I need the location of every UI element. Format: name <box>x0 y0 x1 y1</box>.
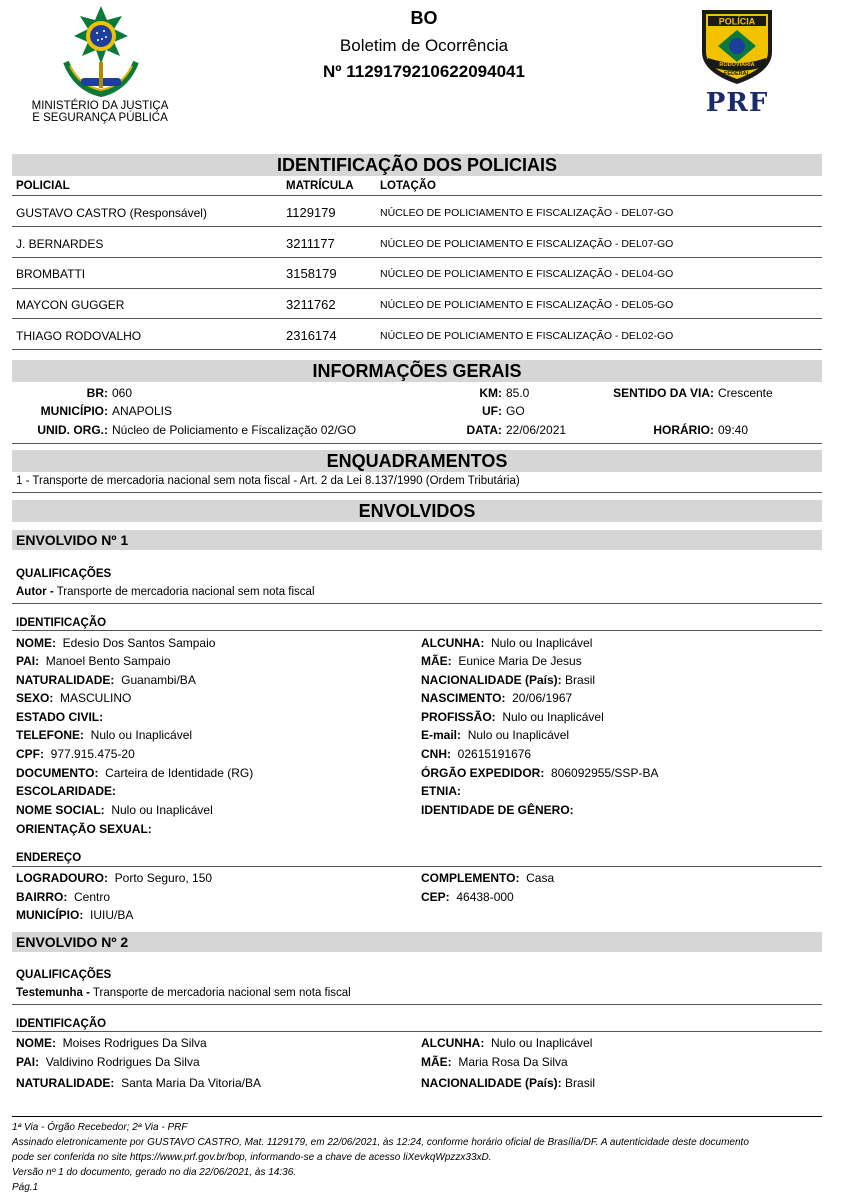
municipio-value: ANAPOLIS <box>112 404 173 418</box>
footer <box>12 1120 824 1195</box>
uf-label: UF: <box>482 404 502 418</box>
field-label: NOME: <box>16 1036 56 1050</box>
field-value: Maria Rosa Da Silva <box>458 1055 568 1069</box>
prf-badge-ribbon-1: RODOVIÁRIA <box>719 62 755 68</box>
field-orientacao-sexual <box>16 822 152 836</box>
envolvido-2-title: ENVOLVIDO Nº 2 <box>12 932 822 952</box>
field-label: LOGRADOURO: <box>16 871 108 885</box>
field-label: ETNIA: <box>421 784 461 798</box>
row-divider <box>12 257 822 258</box>
field-value: Porto Seguro, 150 <box>114 871 213 885</box>
field-label: MÃE: <box>421 1055 452 1069</box>
field-label: BAIRRO: <box>16 890 68 904</box>
field-label: MÃE: <box>421 654 452 668</box>
endereco-rule <box>12 866 822 867</box>
horario-label: HORÁRIO: <box>653 423 714 437</box>
field-label: IDENTIDADE DE GÊNERO: <box>421 803 574 817</box>
field-label: PAI: <box>16 1055 40 1069</box>
ministry-line-2: E SEGURANÇA PÚBLICA <box>32 112 168 124</box>
policial-lotacao: NÚCLEO DE POLICIAMENTO E FISCALIZAÇÃO - DEL07-GO <box>380 238 674 250</box>
horario-value: 09:40 <box>718 423 749 437</box>
field-estado-civil <box>16 710 103 724</box>
field-cep <box>421 890 514 904</box>
field-naturalidade <box>16 673 196 687</box>
uf-value: GO <box>506 404 525 418</box>
field-value: Guanambi/BA <box>121 673 196 687</box>
km-value: 85.0 <box>506 386 530 400</box>
field-cnh <box>421 747 531 761</box>
field-logradouro <box>16 871 212 885</box>
policial-name: THIAGO RODOVALHO <box>16 329 142 343</box>
field-orgao-expedidor <box>421 766 658 780</box>
field-value: 20/06/1967 <box>512 691 573 705</box>
qualificacao-text: Transporte de mercadoria nacional sem nota fiscal <box>56 586 315 598</box>
prf-badge-ribbon-2: FEDERAL <box>724 71 750 77</box>
field-label: NACIONALIDADE (País): <box>421 673 562 687</box>
table-header-rule <box>12 195 822 196</box>
field-label: ESTADO CIVIL: <box>16 710 104 724</box>
field-pai <box>16 1055 200 1069</box>
sentido-value: Crescente <box>718 386 773 400</box>
field-label: ESCOLARIDADE: <box>16 784 117 798</box>
section-envolvidos-title: ENVOLVIDOS <box>12 500 822 522</box>
field-label: COMPLEMENTO: <box>421 871 520 885</box>
field-label: CPF: <box>16 747 44 761</box>
field-label: NATURALIDADE: <box>16 1076 115 1090</box>
field-label: NACIONALIDADE (País): <box>421 1076 562 1090</box>
qualificacoes-rule <box>12 1004 822 1005</box>
field-label: DOCUMENTO: <box>16 766 99 780</box>
prf-badge-logo <box>694 6 780 116</box>
policial-lotacao: NÚCLEO DE POLICIAMENTO E FISCALIZAÇÃO - DEL02-GO <box>380 330 674 342</box>
footer-rule <box>12 1116 822 1117</box>
field-pai <box>16 654 171 668</box>
enquadramento-item: 1 - Transporte de mercadoria nacional sem nota fiscal - Art. 2 da Lei 8.137/1990 (Ordem Tributária) <box>16 475 520 487</box>
footer-vias: 1ª Via - Órgão Recebedor; 2ª Via - PRF <box>12 1122 188 1133</box>
ministry-line-1: MINISTÉRIO DA JUSTIÇA <box>31 100 169 112</box>
field-profissao <box>421 710 604 724</box>
footer-assinatura: Assinado eletronicamente por GUSTAVO CASTRO, Mat. 1129179, em 22/06/2021, às 12:24, conforme horário oficial de Brasília/DF. A autenticidade deste documento <box>12 1137 749 1148</box>
policial-name: MAYCON GUGGER <box>16 298 125 312</box>
field-value: Brasil <box>565 1076 596 1090</box>
field-documento <box>16 766 253 780</box>
field-value: MASCULINO <box>60 691 132 705</box>
policial-matricula: 1129179 <box>286 205 336 220</box>
field-telefone <box>16 728 192 742</box>
col-policial-header: POLICIAL <box>16 180 70 192</box>
field-label: E-mail: <box>421 728 462 742</box>
qualificacoes-heading: QUALIFICAÇÕES <box>16 969 112 981</box>
policial-name: GUSTAVO CASTRO (Responsável) <box>16 206 207 220</box>
col-lotacao-header: LOTAÇÃO <box>380 180 437 192</box>
field-value: Nulo ou Inaplicável <box>502 710 604 724</box>
enquadramentos-divider <box>12 492 822 493</box>
data-value: 22/06/2021 <box>506 423 567 437</box>
field-value: Nulo ou Inaplicável <box>491 636 593 650</box>
field-label: ORIENTAÇÃO SEXUAL: <box>16 822 152 836</box>
identificacao-heading: IDENTIFICAÇÃO <box>16 1018 107 1030</box>
field-nome <box>16 636 215 650</box>
col-matricula-header: MATRÍCULA <box>286 180 354 192</box>
field-label: ALCUNHA: <box>421 1036 485 1050</box>
policial-name: BROMBATTI <box>16 267 86 281</box>
field-label: MUNICÍPIO: <box>16 908 84 922</box>
envolvido-2-qualificacao <box>16 987 351 999</box>
field-label: ÓRGÃO EXPEDIDOR: <box>421 766 545 780</box>
doc-number: Nº 1129179210622094041 <box>323 62 525 81</box>
policial-lotacao: NÚCLEO DE POLICIAMENTO E FISCALIZAÇÃO - DEL04-GO <box>380 268 674 280</box>
field-label: CEP: <box>421 890 450 904</box>
identificacao-heading: IDENTIFICAÇÃO <box>16 617 107 629</box>
field-etnia <box>421 784 461 798</box>
data-label: DATA: <box>466 423 502 437</box>
field-label: NOME SOCIAL: <box>16 803 105 817</box>
field-label: NOME: <box>16 636 56 650</box>
field-complemento <box>421 871 554 885</box>
section-enquadramentos-title: ENQUADRAMENTOS <box>12 450 822 472</box>
field-nacionalidade <box>421 1076 595 1090</box>
field-label: SEXO: <box>16 691 54 705</box>
field-value: Valdivino Rodrigues Da Silva <box>45 1055 200 1069</box>
field-value: 977.915.475-20 <box>50 747 135 761</box>
policial-lotacao: NÚCLEO DE POLICIAMENTO E FISCALIZAÇÃO - DEL05-GO <box>380 299 674 311</box>
field-value: Nulo ou Inaplicável <box>467 728 570 742</box>
ministry-name <box>20 100 180 124</box>
envolvido-1-title: ENVOLVIDO Nº 1 <box>12 530 822 550</box>
field-value: Brasil <box>565 673 596 687</box>
br-label: BR: <box>86 386 108 400</box>
field-municipio <box>16 908 133 922</box>
field-identidade-genero <box>421 803 574 817</box>
identificacao-rule <box>12 630 822 631</box>
unid-value: Núcleo de Policiamento e Fiscalização 02/GO <box>112 423 357 437</box>
field-value: 02615191676 <box>457 747 532 761</box>
policial-name: J. BERNARDES <box>16 237 104 251</box>
qualificacoes-rule <box>12 603 822 604</box>
prf-text: PRF <box>705 88 769 118</box>
qualificacao-text: Transporte de mercadoria nacional sem nota fiscal <box>92 987 351 999</box>
policial-matricula: 3158179 <box>286 266 337 281</box>
row-divider <box>12 349 822 350</box>
sentido-label: SENTIDO DA VIA: <box>613 386 714 400</box>
row-divider <box>12 318 822 319</box>
field-value: 46438-000 <box>456 890 514 904</box>
qualificacao-role: Testemunha - <box>16 987 90 999</box>
field-value: Nulo ou Inaplicável <box>491 1036 593 1050</box>
endereco-heading: ENDEREÇO <box>16 852 82 864</box>
field-value: Santa Maria Da Vitoria/BA <box>121 1076 261 1090</box>
field-label: CNH: <box>421 747 451 761</box>
policial-matricula: 2316174 <box>286 328 337 343</box>
field-naturalidade <box>16 1076 261 1090</box>
field-value: Manoel Bento Sampaio <box>45 654 171 668</box>
field-label: TELEFONE: <box>16 728 84 742</box>
prf-badge-top-text: POLÍCIA <box>718 16 756 27</box>
field-nascimento <box>421 691 572 705</box>
row-divider <box>12 226 822 227</box>
field-sexo <box>16 691 131 705</box>
field-bairro <box>16 890 110 904</box>
field-label: NATURALIDADE: <box>16 673 115 687</box>
field-value: Eunice Maria De Jesus <box>458 654 582 668</box>
field-label: NASCIMENTO: <box>421 691 506 705</box>
field-label: PAI: <box>16 654 40 668</box>
footer-versao: Versão nº 1 do documento, gerado no dia 22/06/2021, às 14:36. <box>12 1167 297 1178</box>
policial-lotacao: NÚCLEO DE POLICIAMENTO E FISCALIZAÇÃO - DEL07-GO <box>380 207 674 219</box>
qualificacao-role: Autor - <box>16 586 54 598</box>
km-label: KM: <box>479 386 502 400</box>
field-value: Nulo ou Inaplicável <box>90 728 193 742</box>
doc-short-title: BO <box>410 8 438 28</box>
field-mae <box>421 654 582 668</box>
field-value: Nulo ou Inaplicável <box>111 803 213 817</box>
field-nome-social <box>16 803 213 817</box>
field-value: IUIU/BA <box>90 908 134 922</box>
doc-title: Boletim de Ocorrência <box>339 36 509 55</box>
field-cpf <box>16 747 135 761</box>
identificacao-rule <box>12 1031 822 1032</box>
br-value: 060 <box>112 386 133 400</box>
field-alcunha <box>421 636 592 650</box>
footer-autenticidade: pode ser conferida no site https://www.prf.gov.br/bop, informando-se a chave de acesso liXevkqWpzzx33xD. <box>12 1152 492 1163</box>
policial-matricula: 3211177 <box>286 236 335 251</box>
field-value: Edesio Dos Santos Sampaio <box>62 636 216 650</box>
field-email <box>421 728 569 742</box>
qualificacoes-heading: QUALIFICAÇÕES <box>16 568 112 580</box>
field-value: Carteira de Identidade (RG) <box>105 766 254 780</box>
field-label: PROFISSÃO: <box>421 710 496 724</box>
policial-matricula: 3211762 <box>286 297 336 312</box>
field-mae <box>421 1055 568 1069</box>
field-escolaridade <box>16 784 116 798</box>
section-policiais-title: IDENTIFICAÇÃO DOS POLICIAIS <box>12 154 822 176</box>
envolvido-1-qualificacao <box>16 586 315 598</box>
field-value: Moises Rodrigues Da Silva <box>62 1036 207 1050</box>
field-value: Casa <box>526 871 555 885</box>
section-gerais-title: INFORMAÇÕES GERAIS <box>12 360 822 382</box>
page-number: Pág.1 <box>12 1182 39 1193</box>
field-nacionalidade <box>421 673 595 687</box>
municipio-label: MUNICÍPIO: <box>40 404 108 418</box>
field-alcunha <box>421 1036 592 1050</box>
field-nome <box>16 1036 207 1050</box>
field-value: Centro <box>74 890 111 904</box>
field-label: ALCUNHA: <box>421 636 485 650</box>
field-value: 806092955/SSP-BA <box>551 766 659 780</box>
row-divider <box>12 288 822 289</box>
gerais-divider <box>12 443 822 444</box>
unid-label: UNID. ORG.: <box>37 423 108 437</box>
